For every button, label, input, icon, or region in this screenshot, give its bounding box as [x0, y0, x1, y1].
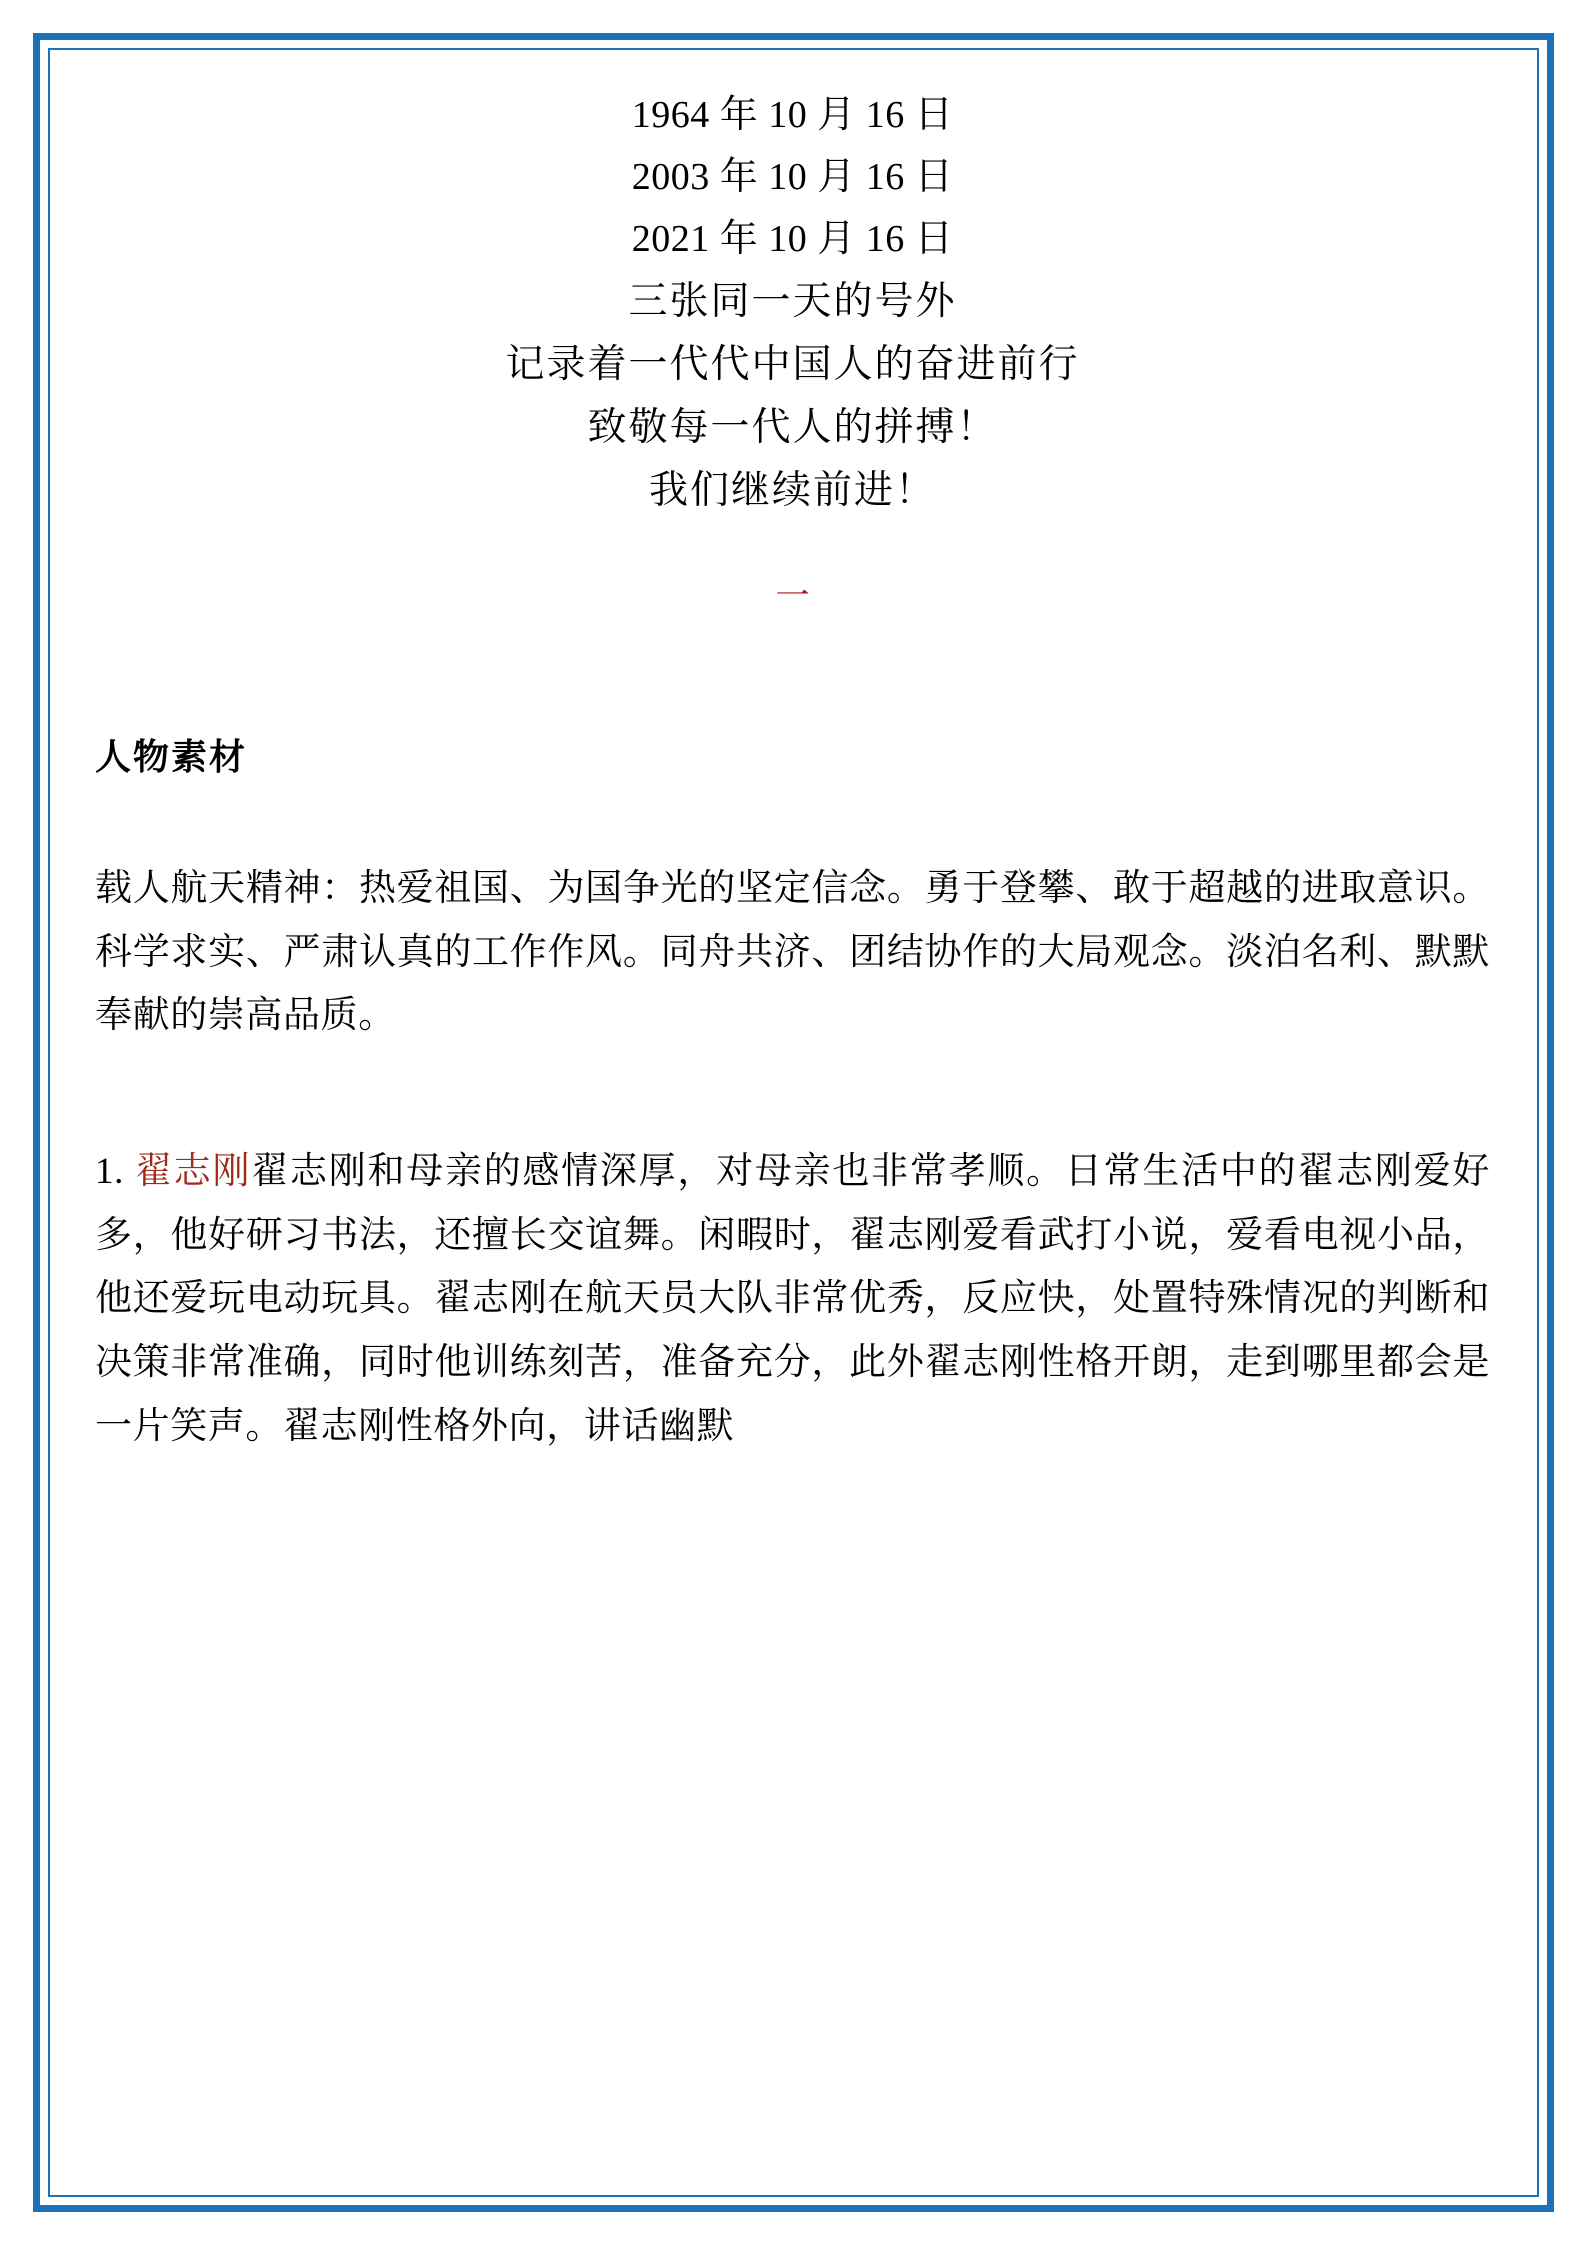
list-item-number: 1. — [95, 1151, 124, 1193]
header-line-date-1964: 1964 年 10 月 16 日 — [631, 94, 954, 136]
paragraph-spaceflight-spirit: 载人航天精神：热爱祖国、为国争光的坚定信念。勇于登攀、敢于超越的进取意识。科学求实、严肃认真的工作作风。同舟共济、团结协作的大局观念。淡泊名利、默默奉献的崇高品质。 — [95, 868, 1490, 1037]
header-line-date-2021: 2021 年 10 月 16 日 — [631, 218, 954, 260]
header-line-extra-editions: 三张同一天的号外 — [628, 280, 957, 323]
header-line-date-2003: 2003 年 10 月 16 日 — [631, 156, 954, 198]
highlighted-person-name: 翟志刚 — [134, 1151, 252, 1193]
header-line-move-forward: 我们继续前进！ — [648, 469, 936, 512]
header-block — [95, 96, 1490, 510]
paragraph-zhai-zhigang-body: 翟志刚和母亲的感情深厚，对母亲也非常孝顺。日常生活中的翟志刚爱好多，他好研习书法，还擅长交谊舞。闲暇时，翟志刚爱看武打小说，爱看电视小品，他还爱玩电动玩具。翟志刚在航天员大队非常优秀，反应快，处置特殊情况的判断和决策非常准确，同时他训练刻苦，准备充分，此外翟志刚性格开朗，走到哪里都会是一片笑声。翟志刚性格外向，讲话幽默 — [95, 1151, 1490, 1447]
section-separator-mark: 一 — [775, 578, 810, 615]
paragraph-zhai-zhigang — [95, 1140, 1490, 1458]
header-line-generations: 记录着一代代中国人的奋进前行 — [505, 343, 1080, 386]
page-title: 人物素材 — [95, 737, 248, 777]
header-line-salute: 致敬每一代人的拼搏！ — [587, 406, 998, 449]
document-content — [95, 96, 1490, 1458]
